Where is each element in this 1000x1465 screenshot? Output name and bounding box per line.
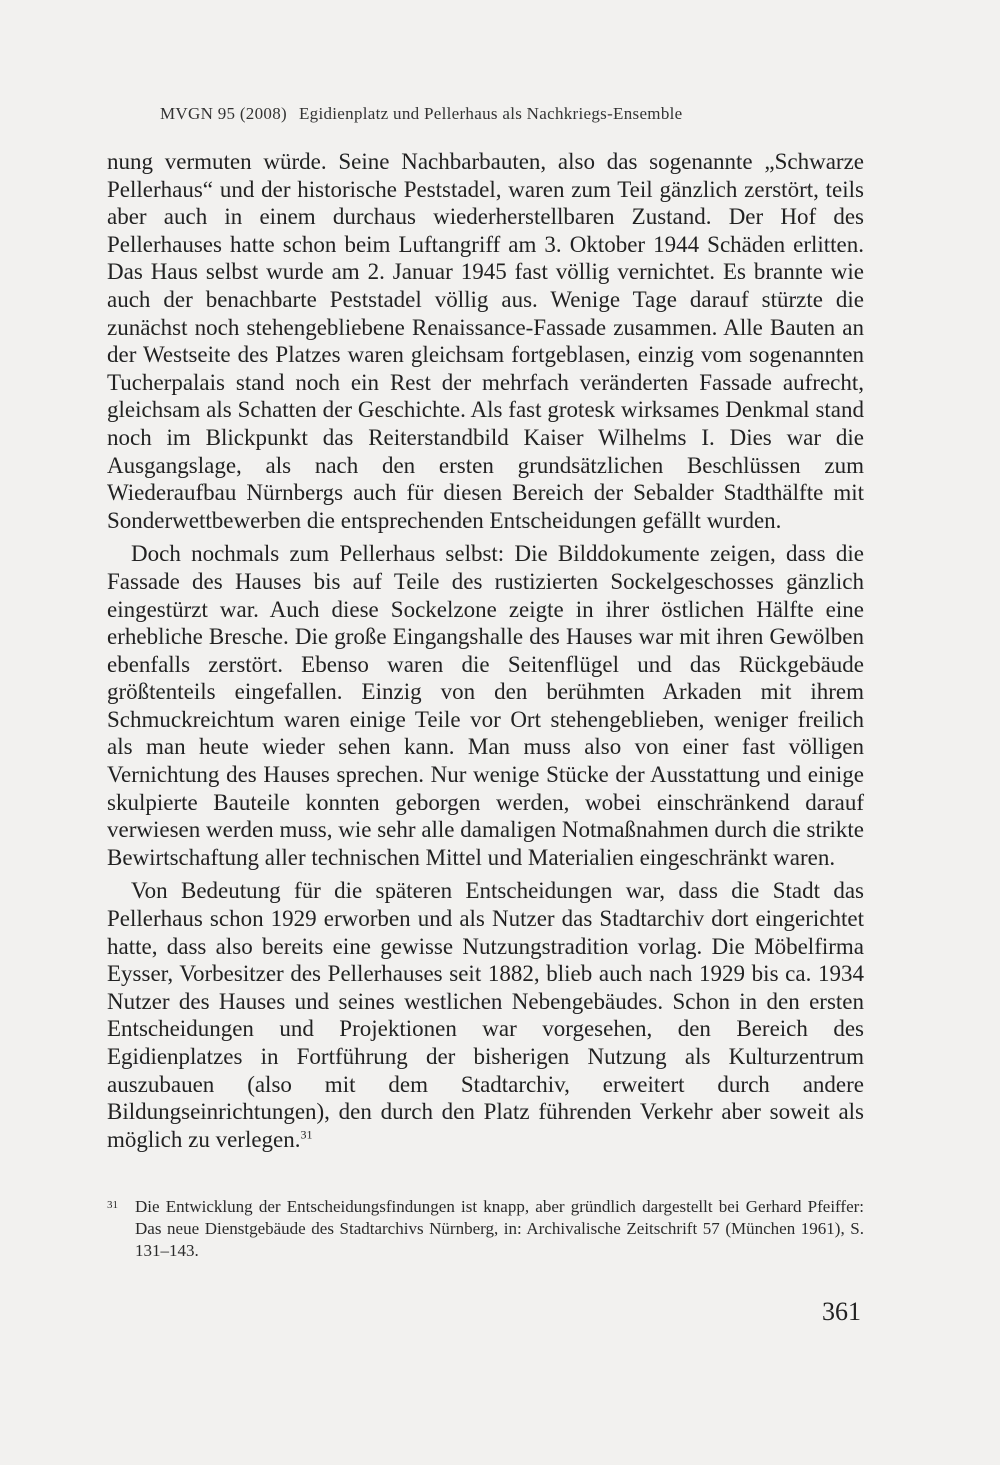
paragraph xyxy=(107,877,864,1153)
footnote-reference: 31 xyxy=(300,1127,313,1142)
running-header xyxy=(160,104,860,124)
paragraph-text: Von Bedeutung für die späteren Entscheidungen war, dass die Stadt das Pellerhaus schon 1929 erworben und als Nutzer das Stadtarchiv dort eingerichtet hatte, dass also bereits eine gewisse Nutzungstradition vorlag. Die Möbelfirma Eysser, Vorbesitzer des Pellerhauses seit 1882, blieb auch nach 1929 bis ca. 1934 Nutzer des Hauses und seines westlichen Nebengebäudes. Schon in den ersten Entscheidungen und Projektionen war vorgesehen, den Bereich des Egidienplatzes in Fortführung der bisherigen Nutzung als Kulturzentrum auszubauen (also mit dem Stadtarchiv, erweitert durch andere Bildungseinrichtungen), den durch den Platz führenden Verkehr aber soweit als möglich zu verlegen. xyxy=(107,878,864,1152)
paragraph: nung vermuten würde. Seine Nachbarbauten, also das sogenannte „Schwarze Pellerhaus“ und der historische Peststadel, waren zum Teil gänzlich zerstört, teils aber auch in einem durchaus wiederherstellbaren Zustand. Der Hof des Pellerhauses hatte schon beim Luftangriff am 3. Oktober 1944 Schäden erlitten. Das Haus selbst wurde am 2. Januar 1945 fast völlig vernichtet. Es brannte wie auch der benachbarte Peststadel völlig aus. Wenige Tage darauf stürzte die zunächst noch stehengebliebene Renaissance-Fassade zusammen. Alle Bauten an der Westseite des Platzes waren gleichsam fortgeblasen, einzig vom sogenannten Tucherpalais stand noch ein Rest der mehrfach veränderten Fassade aufrecht, gleichsam als Schatten der Geschichte. Als fast grotesk wirksames Denkmal stand noch im Blickpunkt das Reiterstandbild Kaiser Wilhelms I. Dies war die Ausgangslage, als nach den ersten grundsätzlichen Beschlüssen zum Wiederaufbau Nürnbergs auch für diesen Bereich der Sebalder Stadthälfte mit Sonderwettbewerben die entsprechenden Entscheidungen gefällt wurden. xyxy=(107,149,864,533)
footnote xyxy=(107,1196,864,1262)
page-number: 361 xyxy=(822,1297,861,1326)
journal-citation: MVGN 95 (2008) xyxy=(160,104,287,123)
footnote-text: Die Entwicklung der Entscheidungsfindungen ist knapp, aber gründlich dargestellt bei Gerhard Pfeiffer: Das neue Dienstgebäude des Stadtarchivs Nürnberg, in: Archivalische Zeitschrift 57 (München 1961), S. 131–143. xyxy=(135,1197,864,1260)
article-title: Egidienplatz und Pellerhaus als Nachkriegs-Ensemble xyxy=(298,104,683,123)
main-text xyxy=(107,148,864,1153)
paragraph: Doch nochmals zum Pellerhaus selbst: Die Bilddokumente zeigen, dass die Fassade des Hauses bis auf Teile des rustizierten Sockelgeschosses gänzlich eingestürzt war. Auch diese Sockelzone zeigte in ihrer östlichen Hälfte eine erhebliche Bresche. Die große Eingangshalle des Hauses war mit ihren Gewölben ebenfalls zerstört. Ebenso waren die Seitenflügel und das Rückgebäude größtenteils eingefallen. Einzig von den berühmten Arkaden mit ihrem Schmuckreichtum waren einige Teile vor Ort stehengeblieben, weniger freilich als man heute wieder sehen kann. Man muss also von einer fast völligen Vernichtung des Hauses sprechen. Nur wenige Stücke der Ausstattung und einige skulpierte Bauteile konnten geborgen werden, wobei einschränkend darauf verwiesen werden muss, wie sehr alle damaligen Notmaßnahmen durch die strikte Bewirtschaftung aller technischen Mittel und Materialien eingeschränkt waren. xyxy=(107,541,864,870)
footnote-number: 31 xyxy=(107,1199,118,1211)
